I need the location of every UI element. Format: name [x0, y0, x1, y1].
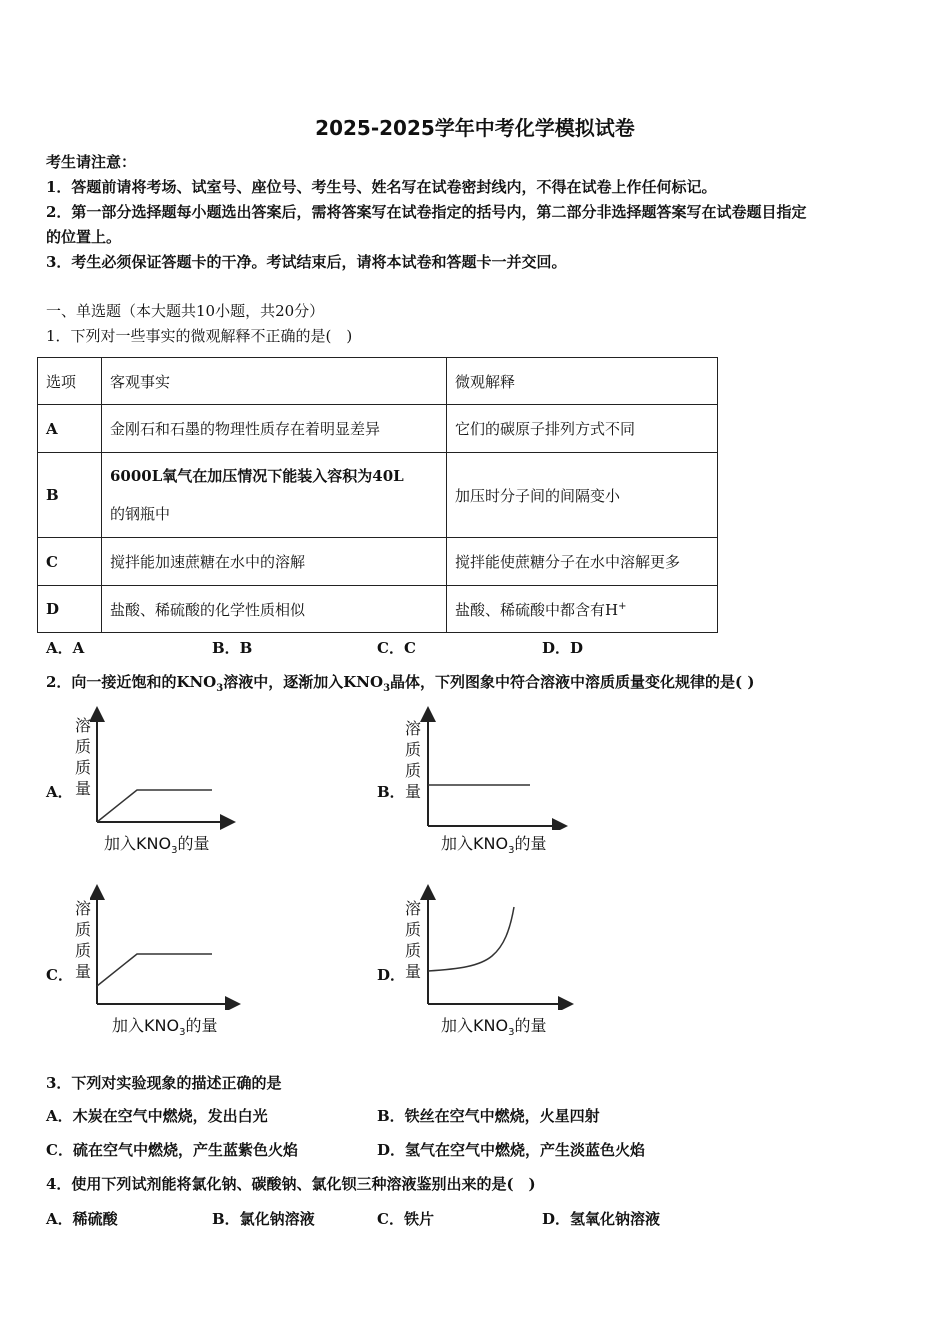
- table-cell: 金刚石和石墨的物理性质存在着明显差异: [102, 405, 447, 453]
- table-cell: B: [38, 453, 102, 538]
- superscript: +: [618, 600, 627, 612]
- q1-choice[interactable]: B．B: [212, 639, 253, 657]
- graph-b-ylabel: 溶 质 质 量: [405, 719, 422, 801]
- q4-choice[interactable]: B．氯化钠溶液: [212, 1210, 315, 1228]
- q3-stem: 3．下列对实验现象的描述正确的是: [46, 1074, 282, 1092]
- table-cell: D: [38, 586, 102, 633]
- graph-c-xlabel: 加入$KNO_3$的量: [112, 1016, 218, 1039]
- section-heading: 一、单选题（本大题共10小题，共20分）: [46, 302, 325, 320]
- q4-choice[interactable]: A．稀硫酸: [46, 1210, 118, 1228]
- table-row: [38, 538, 718, 586]
- graph-b-xlabel: 加入$KNO_3$的量: [441, 834, 547, 857]
- graph-b-label[interactable]: B．: [377, 783, 405, 801]
- table-cell: 加压时分子间的间隔变小: [447, 453, 718, 538]
- table-row: [38, 453, 718, 538]
- q1-table: [37, 357, 718, 633]
- q3-choice[interactable]: D．氢气在空气中燃烧，产生淡蓝色火焰: [377, 1141, 646, 1159]
- stem-text: 晶体，下列图象中符合溶液中溶质质量变化规律的是( ): [390, 673, 755, 691]
- q4-choice[interactable]: C．铁片: [377, 1210, 434, 1228]
- graph-a: [90, 700, 240, 830]
- table-cell-line: 的钢瓶中: [110, 505, 171, 523]
- q4-stem: 4．使用下列试剂能将氯化钠、碳酸钠、氯化钡三种溶液鉴别出来的是( ): [46, 1175, 536, 1193]
- graph-d-label[interactable]: D．: [377, 966, 406, 984]
- table-cell: A: [38, 405, 102, 453]
- stem-text: 溶液中，逐渐加入KNO: [223, 673, 384, 691]
- graph-d: [420, 880, 580, 1010]
- table-cell: 搅拌能使蔗糖分子在水中溶解更多: [447, 538, 718, 586]
- notice-item: 3．考生必须保证答题卡的干净。考试结束后，请将本试卷和答题卡一并交回。: [46, 253, 567, 271]
- graph-a-ylabel: 溶 质 质 量: [75, 716, 92, 798]
- table-cell: C: [38, 538, 102, 586]
- q1-choice[interactable]: A．A: [46, 639, 85, 657]
- q1-stem: 1．下列对一些事实的微观解释不正确的是( ): [46, 327, 353, 345]
- table-row: [38, 586, 718, 633]
- table-row: [38, 405, 718, 453]
- curve: [428, 907, 514, 971]
- graph-d-ylabel: 溶 质 质 量: [405, 899, 422, 981]
- q1-choice[interactable]: D．D: [542, 639, 584, 657]
- notice-item: 2．第一部分选择题每小题选出答案后，需将答案写在试卷指定的括号内，第二部分非选择题答案写在试卷题目指定: [46, 203, 807, 221]
- subscript: 3: [383, 683, 391, 694]
- table-cell-text: 盐酸、稀硫酸中都含有H: [455, 600, 619, 619]
- q3-choice[interactable]: B．铁丝在空气中燃烧，火星四射: [377, 1107, 600, 1125]
- stem-text: 2．向一接近饱和的KNO: [46, 673, 217, 691]
- q4-choice[interactable]: D．氢氧化钠溶液: [542, 1210, 661, 1228]
- table-cell: 搅拌能加速蔗糖在水中的溶解: [102, 538, 447, 586]
- graph-c-ylabel: 溶 质 质 量: [75, 899, 92, 981]
- q2-stem: [46, 672, 754, 699]
- graph-d-xlabel: 加入$KNO_3$的量: [441, 1016, 547, 1039]
- graph-c: [90, 880, 245, 1010]
- q1-choice[interactable]: C．C: [377, 639, 416, 657]
- graph-a-label[interactable]: A．: [46, 783, 73, 801]
- notice-heading: 考生请注意：: [46, 153, 137, 171]
- page-title: 2025-2025学年中考化学模拟试卷: [315, 116, 635, 140]
- graph-b: [420, 700, 570, 830]
- table-cell-line: 6000L氧气在加压情况下能装入容积为40L: [110, 467, 404, 485]
- graph-a-xlabel: 加入$KNO_3$的量: [104, 834, 210, 857]
- table-cell: 它们的碳原子排列方式不同: [447, 405, 718, 453]
- curve: [97, 790, 212, 822]
- subscript: 3: [216, 683, 224, 694]
- notice-item: 的位置上。: [46, 228, 122, 246]
- table-header: 微观解释: [447, 358, 718, 405]
- table-header: 选项: [38, 358, 102, 405]
- table-cell: [447, 586, 718, 633]
- graph-c-label[interactable]: C．: [46, 966, 73, 984]
- notice-item: 1．答题前请将考场、试室号、座位号、考生号、姓名写在试卷密封线内，不得在试卷上作任何标记。: [46, 178, 717, 196]
- table-cell: 盐酸、稀硫酸的化学性质相似: [102, 586, 447, 633]
- table-header: 客观事实: [102, 358, 447, 405]
- q3-choice[interactable]: A．木炭在空气中燃烧，发出白光: [46, 1107, 268, 1125]
- table-cell: [102, 453, 447, 538]
- curve: [97, 954, 212, 986]
- q3-choice[interactable]: C．硫在空气中燃烧，产生蓝紫色火焰: [46, 1141, 298, 1159]
